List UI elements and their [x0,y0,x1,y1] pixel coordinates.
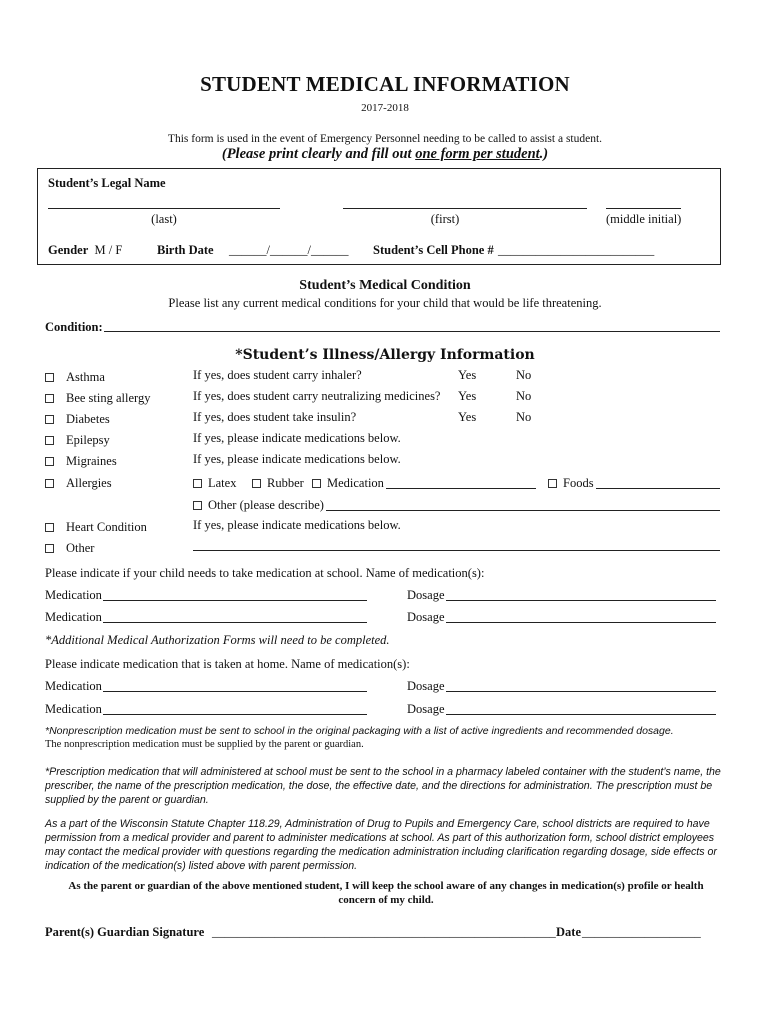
condition-label: Asthma [66,370,105,384]
condition-checkbox-heart-condition[interactable] [45,520,147,535]
checkbox-icon[interactable] [45,394,54,403]
home-dosage-field-1[interactable] [446,691,716,692]
school-dosage-label-1: Dosage [407,588,445,602]
condition-label: Diabetes [66,412,110,426]
birth-date-field[interactable]: ______/______/______ [229,243,349,257]
allergy-latex-option[interactable]: Latex [193,476,236,491]
signature-label: Parent(s) Guardian Signature [45,925,205,939]
condition-checkbox-migraines[interactable] [45,454,117,469]
last-name-field[interactable] [48,208,280,209]
other-condition-field[interactable] [193,550,720,551]
checkbox-icon [193,501,202,510]
home-medication-field-2[interactable] [103,714,367,715]
condition-question: If yes, does student take insulin? [193,410,357,424]
condition-checkbox-epilepsy[interactable] [45,433,110,448]
cell-phone-label: Student’s Cell Phone # [373,243,494,257]
allergy-medication-field[interactable] [386,488,536,489]
birth-date-label: Birth Date [157,243,214,257]
condition-label: Heart Condition [66,520,147,534]
first-label: (first) [430,212,460,226]
checkbox-icon [193,479,202,488]
checkbox-icon[interactable] [45,544,54,553]
condition-checkbox-asthma[interactable] [45,370,105,385]
condition-question: If yes, please indicate medications below. [193,452,401,466]
home-dosage-label-2: Dosage [407,702,445,716]
statute-note: As a part of the Wisconsin Statute Chapter 118.29, Administration of Drug to Pupils and Emergency Care, school districts are required to have permission from a medical provider and parent to administer medications at school. As part of this authorization form, school district employees may contact the medical provider with questions regarding the medication administration including clarification regarding dosage, side effects or indication of the medication(s) listed above with parent permission. [45,818,717,872]
nonprescription-note: *Nonprescription medication must be sent to school in the original packaging with a list of active ingredients and recommended dosage. [45,725,674,737]
condition-label: Allergies [66,476,112,490]
checkbox-icon[interactable] [45,479,54,488]
condition-question: If yes, does student carry inhaler? [193,368,362,382]
date-field[interactable]: ___________________ [582,925,701,939]
checkbox-icon[interactable] [45,436,54,445]
condition-checkbox-diabetes[interactable] [45,412,110,427]
condition-label: Other [66,541,95,555]
agreement-statement: As the parent or guardian of the above mentioned student, I will keep the school aware of any changes in medication(s) profile or health concern of my child. [68,880,704,906]
yes-option[interactable]: Yes [458,410,477,424]
allergy-medication-option[interactable]: Medication [312,476,384,491]
school-meds-intro: Please indicate if your child needs to take medication at school. Name of medication(s): [45,566,485,580]
last-label: (last) [151,212,177,226]
medical-condition-heading: Student’s Medical Condition [299,278,471,293]
cell-phone-field[interactable]: _________________________ [498,243,655,257]
signature-field[interactable]: _______________________________________________________ [212,925,556,939]
page-title: STUDENT MEDICAL INFORMATION [200,72,570,96]
legal-name-label: Student’s Legal Name [48,176,166,190]
form-intro: This form is used in the event of Emergency Personnel needing to be called to assist a student. [167,133,603,145]
school-medication-field-2[interactable] [103,622,367,623]
no-option[interactable]: No [516,389,532,403]
checkbox-icon [312,479,321,488]
home-medication-label-1: Medication [45,679,102,693]
school-dosage-label-2: Dosage [407,610,445,624]
condition-label: Condition: [45,320,103,334]
condition-question: If yes, does student carry neutralizing medicines? [193,389,441,403]
checkbox-icon [252,479,261,488]
first-name-field[interactable] [343,208,587,209]
middle-initial-label: (middle initial) [606,212,682,226]
allergy-other-field[interactable] [326,510,720,511]
allergy-foods-option[interactable]: Foods [548,476,594,491]
no-option[interactable]: No [516,410,532,424]
checkbox-icon [548,479,557,488]
condition-question: If yes, please indicate medications below. [193,518,401,532]
authorization-note: *Additional Medical Authorization Forms will need to be completed. [45,633,390,647]
school-medication-label-1: Medication [45,588,102,602]
medical-condition-instruction: Please list any current medical conditions for your child that would be life threatening. [168,296,602,310]
condition-label: Epilepsy [66,433,110,447]
illness-allergy-heading: *Student’s Illness/Allergy Information [235,347,535,363]
nonprescription-supplied-note: The nonprescription medication must be supplied by the parent or guardian. [45,739,364,750]
home-medication-label-2: Medication [45,702,102,716]
school-medication-label-2: Medication [45,610,102,624]
checkbox-icon[interactable] [45,457,54,466]
middle-initial-field[interactable] [606,208,681,209]
gender-row [48,243,122,258]
prescription-note: *Prescription medication that will administered at school must be sent to the school in a pharmacy labeled container with the student’s name, the prescriber, the name of the prescription medication, the dose, the effective date, and the directions for administration. The prescription must be supplied by the parent or guardian. [45,766,721,806]
allergy-other-option[interactable]: Other (please describe) [193,498,324,513]
condition-label: Migraines [66,454,117,468]
school-medication-field-1[interactable] [103,600,367,601]
allergy-foods-field[interactable] [596,488,720,489]
gender-label: Gender [48,243,89,257]
home-dosage-field-2[interactable] [446,714,716,715]
yes-option[interactable]: Yes [458,368,477,382]
yes-option[interactable]: Yes [458,389,477,403]
school-year: 2017-2018 [361,102,409,114]
checkbox-icon[interactable] [45,373,54,382]
home-medication-field-1[interactable] [103,691,367,692]
home-dosage-label-1: Dosage [407,679,445,693]
gender-options[interactable]: M / F [94,243,123,257]
condition-field[interactable] [104,331,720,332]
school-dosage-field-1[interactable] [446,600,716,601]
home-meds-intro: Please indicate medication that is taken at home. Name of medication(s): [45,657,410,671]
condition-checkbox-bee-sting-allergy[interactable] [45,391,150,406]
print-instruction: (Please print clearly and fill out one form per student.) [221,146,549,162]
no-option[interactable]: No [516,368,532,382]
checkbox-icon[interactable] [45,523,54,532]
checkbox-icon[interactable] [45,415,54,424]
condition-label: Bee sting allergy [66,391,151,405]
allergy-rubber-option[interactable]: Rubber [252,476,304,491]
condition-question: If yes, please indicate medications below. [193,431,401,445]
condition-checkbox-allergies[interactable] [45,476,112,491]
condition-checkbox-other[interactable] [45,541,94,556]
date-label: Date [556,925,581,939]
school-dosage-field-2[interactable] [446,622,716,623]
